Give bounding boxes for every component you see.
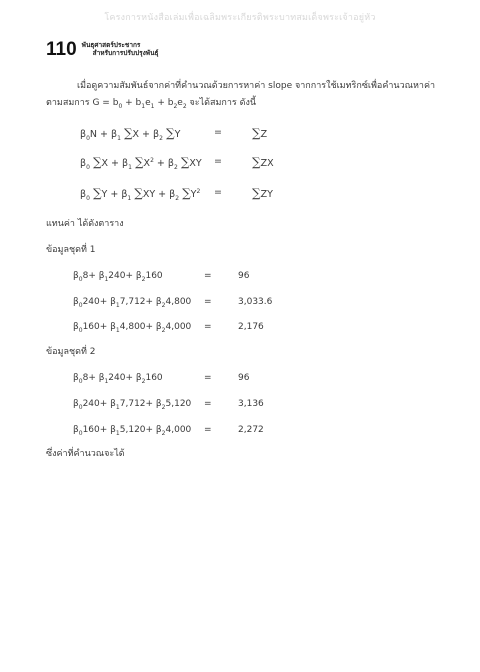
normal-equation-1: $\beta_0N + \beta_1$ $\sum X + \beta_2$ ∑Y	[80, 126, 181, 142]
page-number: 110	[46, 39, 77, 60]
dataset-1-row-2-equals: =	[204, 297, 212, 307]
dataset-1-row-3-equals: =	[204, 322, 212, 332]
substitute-label: แทนค่า ได้ดังตาราง	[46, 219, 124, 229]
dataset-2-label: ข้อมูลชุดที่ 2	[46, 347, 96, 357]
dataset-2-row-1-equals: =	[204, 373, 212, 383]
normal-equation-2: $\beta_0$ $\sum X + \beta_1$ $\sum X^2 + \beta_2$ ∑XY	[80, 155, 202, 171]
dataset-1-label: ข้อมูลชุดที่ 1	[46, 245, 96, 255]
watermark-text: โครงการหนังสือเล่มเพื่อเฉลิมพระเกียรติพระบาทสมเด็จพระเจ้าอยู่หัว	[104, 13, 376, 23]
closing-text: ซึ่งค่าที่คำนวณจะได้	[46, 449, 125, 459]
dataset-2-row-2-expression: $\beta_0240+ \beta_17,712+ \beta_25,120$	[73, 399, 192, 411]
dataset-2-row-1-expression: $\beta_08+ \beta_1240+ \beta_2160$	[73, 373, 163, 385]
dataset-2-row-1-result: 96	[238, 373, 250, 383]
dataset-1-row-1-result: 96	[238, 271, 250, 281]
normal-equation-3: $\beta_0$ $\sum Y + \beta_1$ $\sum XY + \beta_2$ $\sum Y^2$	[80, 186, 201, 202]
equation-2-rhs: ∑ZX	[252, 155, 274, 169]
equation-1-equals: =	[214, 127, 222, 138]
page-header	[46, 40, 158, 60]
book-subtitle-line1: พันธุศาสตร์ประชากร	[81, 41, 141, 49]
dataset-1-row-2-expression: $\beta_0240+ \beta_17,712+ \beta_24,800$	[73, 297, 192, 309]
intro-line-2	[46, 97, 256, 109]
intro-line-2-prefix: ตามสมการ G =	[46, 98, 110, 108]
dataset-2-row-3-equals: =	[204, 425, 212, 435]
book-subtitle-line2: สำหรับการปรับปรุงพันธุ์	[92, 48, 159, 57]
equation-3-equals: =	[214, 187, 222, 198]
dataset-1-row-2-result: 3,033.6	[238, 297, 273, 307]
dataset-1-row-1-expression: $\beta_08+ \beta_1240+ \beta_2160$	[73, 271, 163, 283]
equation-2-equals: =	[214, 156, 222, 167]
dataset-2-row-3-result: 2,272	[238, 425, 264, 435]
dataset-1-row-3-expression: $\beta_0160+ \beta_14,800+ \beta_24,000$	[73, 322, 192, 334]
dataset-2-row-2-result: 3,136	[238, 399, 264, 409]
intro-line-1: เมื่อดูความสัมพันธ์จากค่าที่คำนวณด้วยการหาค่า slope จากการใช้เมทริกซ์เพื่อคำนวณหาค่า	[77, 81, 436, 91]
intro-line-2-suffix: จะได้สมการ ดังนี้	[189, 98, 257, 108]
dataset-2-row-3-expression: $\beta_0160+ \beta_15,120+ \beta_24,000$	[73, 425, 192, 437]
equation-3-rhs: ∑ZY	[252, 186, 273, 200]
intro-model: $b_0 + b_1e_1 + b_2e_2$	[112, 98, 187, 110]
equation-1-rhs: ∑Z	[252, 126, 268, 140]
dataset-2-row-2-equals: =	[204, 399, 212, 409]
book-subtitle	[82, 42, 159, 57]
dataset-1-row-1-equals: =	[204, 271, 212, 281]
dataset-1-row-3-result: 2,176	[238, 322, 264, 332]
